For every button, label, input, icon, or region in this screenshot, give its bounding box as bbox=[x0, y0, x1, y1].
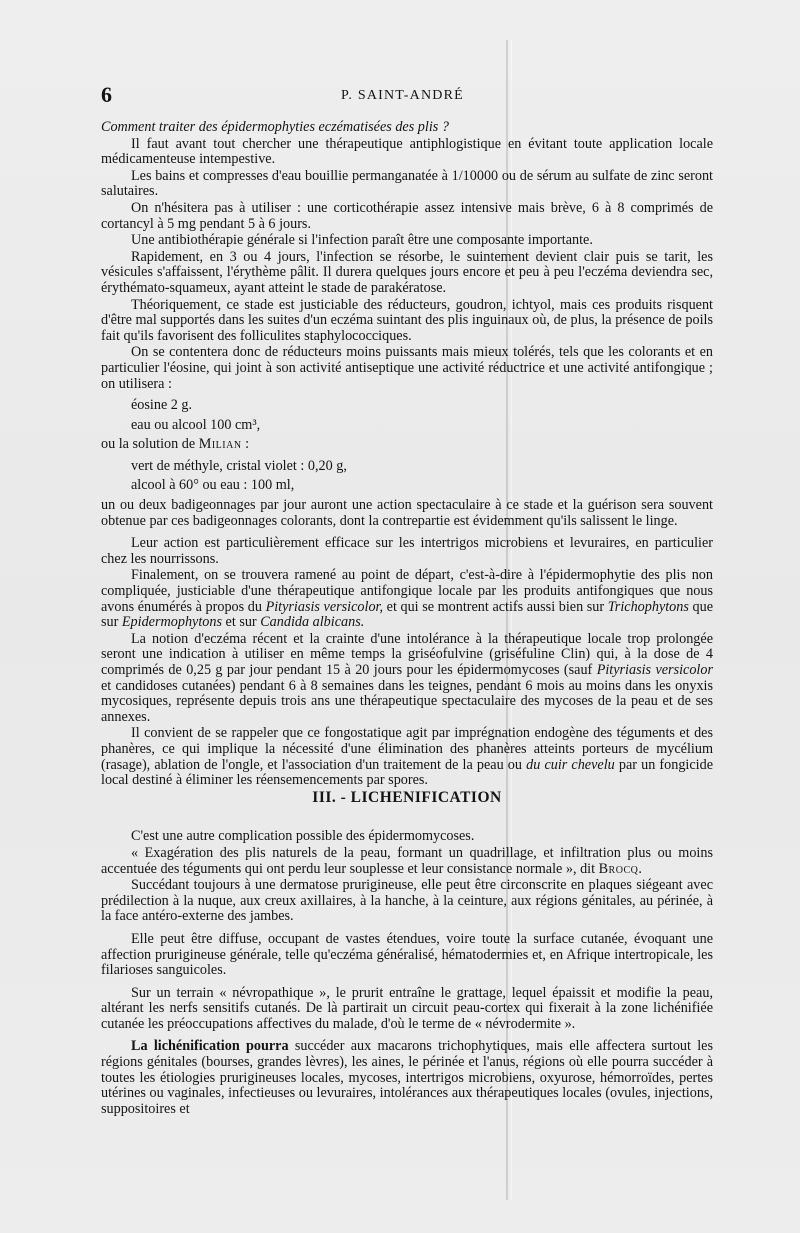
page-number: 6 bbox=[101, 82, 112, 107]
section-title: III. - LICHENIFICATION bbox=[312, 788, 502, 806]
milian-formula bbox=[131, 459, 713, 494]
paragraph: On se contentera donc de réducteurs moins puissants mais mieux tolérés, tels que les colorants et en particulier l'éosine, qui joint à son activité antiseptique une activité réductrice et une activité antifongique ; on utilisera : bbox=[101, 344, 713, 392]
paragraph: Les bains et compresses d'eau bouillie permanganatée à 1/10000 ou de sérum au sulfate de zinc seront salutaires. bbox=[101, 167, 713, 200]
paragraph: Rapidement, en 3 ou 4 jours, l'infection se résorbe, le suintement devient clair puis se tarit, les vésicules s'affaissent, l'érythème pâlit. Il durera quelques jours encore et peu à peu l'eczéma deviendra sec, érythémato-squameux, ayant atteint le stade de parakératose. bbox=[101, 248, 713, 296]
brocq-name: Brocq bbox=[598, 860, 639, 877]
formula-line: eau ou alcool 100 cm³, bbox=[131, 416, 261, 433]
milian-intro-prefix: ou la solution de bbox=[101, 436, 196, 453]
paragraph: Une antibiothérapie générale si l'infection paraît être une composante importante. bbox=[131, 232, 593, 249]
milian-intro bbox=[101, 437, 713, 453]
question-title: Comment traiter des épidermophyties eczématisées des plis ? bbox=[101, 119, 449, 135]
formula-line: vert de méthyle, cristal violet : 0,20 g, bbox=[131, 457, 347, 474]
formula-line: éosine 2 g. bbox=[131, 397, 193, 414]
paragraph: Leur action est particulièrement efficace sur les intertrigos microbiens et levuraires, en particulier chez les nourrissons. bbox=[101, 535, 713, 567]
paragraph: Sur un terrain « névropathique », le prurit entraîne le grattage, lequel épaissit et modifie la peau, altérant les nerfs sensitifs cutanés. De là partirait un circuit peau-cortex qui fixerait à la zone lichénifiée cutanée les préoccupations affectives du malade, d'où le terme de « névrodermite ». bbox=[101, 984, 713, 1032]
paragraph: Il faut avant tout chercher une thérapeutique antiphlogistique en évitant toute application locale médicamenteuse intempestive. bbox=[101, 135, 713, 168]
running-head: P. SAINT-ANDRÉ bbox=[341, 88, 464, 103]
paragraph: Théoriquement, ce stade est justiciable des réducteurs, goudron, ichtyol, mais ces produits risquent d'être mal supportés dans les suites d'un eczéma suintant des plis inguinaux où, de plus, la présence de poils fait qu'ils favorisent des folliculites staphylococciques. bbox=[101, 296, 713, 344]
paragraph: On n'hésitera pas à utiliser : une corticothérapie assez intensive mais brève, 6 à 8 comprimés de cortancyl à 5 mg pendant 5 à 6 jours. bbox=[101, 199, 713, 232]
paragraph: Succédant toujours à une dermatose prurigineuse, elle peut être circonscrite en plaques siégeant avec prédilection à la nuque, aux creux axillaires, à la hanche, à la ceinture, aux régions génitales, au périnée, à la face antéro-externe des jambes. bbox=[101, 877, 713, 925]
milian-name: Milian bbox=[198, 436, 242, 453]
body-text bbox=[101, 120, 713, 1117]
paragraph-lichenification: La lichénification pourra succéder aux macarons trichophytiques, mais elle affectera surtout les régions génitales (bourses, grandes lèvres), les aines, le périnée et l'anus, régions où elle pourra succéder à toutes les étiologies prurigineuses locales, mycoses, intertrigos microbiens, oxyurose, hémorroïdes, pertes utérines ou vaginales, infectieuses ou levuraires, intolérances aux thérapeutiques locales (ovules, injections, suppositoires et bbox=[101, 1038, 713, 1117]
paragraph-finalement: Finalement, on se trouvera ramené au point de départ, c'est-à-dire à l'épidermophytie des plis non compliquée, justiciable d'une thérapeutique antifongique locale par les produits antifongiques que nous avons énumérés à propos du Pityriasis versicolor, et qui se montrent actifs aussi bien sur Trichophytons que sur Epidermophytons et sur Candida albicans. bbox=[101, 567, 713, 631]
lichenification-bold: La lichénification pourra bbox=[131, 1038, 289, 1055]
paragraph-brocq-quote: « Exagération des plis naturels de la peau, formant un quadrillage, et infiltration plus ou moins accentuée des téguments qui ont perdu leur souplesse et leur consistance normale », dit Brocq. bbox=[101, 844, 713, 877]
eosine-formula bbox=[131, 398, 713, 433]
paragraph: Elle peut être diffuse, occupant de vastes étendues, voire toute la surface cutanée, évoquant une affection prurigineuse générale, telle qu'eczéma généralisé, hématodermies et, en Afrique intertropicale, les filarioses sanguicoles. bbox=[101, 930, 713, 979]
milian-intro-suffix: : bbox=[241, 436, 250, 453]
page-header bbox=[101, 82, 713, 108]
paragraph: un ou deux badigeonnages par jour auront une action spectaculaire à ce stade et la guérison sera souvent obtenue par ces badigeonnages colorants, dont la contrepartie est évidemment qu'ils salissent le linge. bbox=[101, 497, 713, 529]
paragraph: C'est une autre complication possible des épidermomycoses. bbox=[131, 828, 475, 845]
paragraph-convient: Il convient de se rappeler que ce fongostatique agit par imprégnation endogène des téguments et des phanères, ce qui implique la nécessité d'une élimination des phanères atteints porteurs de mycélium (rasage), ablation de l'ongle, et l'association d'un traitement de la peau ou du cuir chevelu par un fongicide local destiné à éliminer les réensemencements par spores. bbox=[101, 725, 714, 789]
paragraph-notion: La notion d'eczéma récent et la crainte d'une intolérance à la thérapeutique locale trop prolongée seront une indication à utiliser en même temps la griséofulvine (griséfuline Clin) qui, à la dose de 4 comprimés de 0,25 g par jour pendant 15 à 20 jours pour les épidermomycoses (sauf Pityriasis versicolor et candidoses cutanées) pendant 6 à 8 semaines dans les teignes, pendant 6 mois au moins dans les onyxis mycosiques, représente depuis trois ans une thérapeutique spectaculaire des mycoses de la peau et de ses annexes. bbox=[101, 630, 713, 725]
formula-line: alcool à 60° ou eau : 100 ml, bbox=[131, 477, 295, 494]
